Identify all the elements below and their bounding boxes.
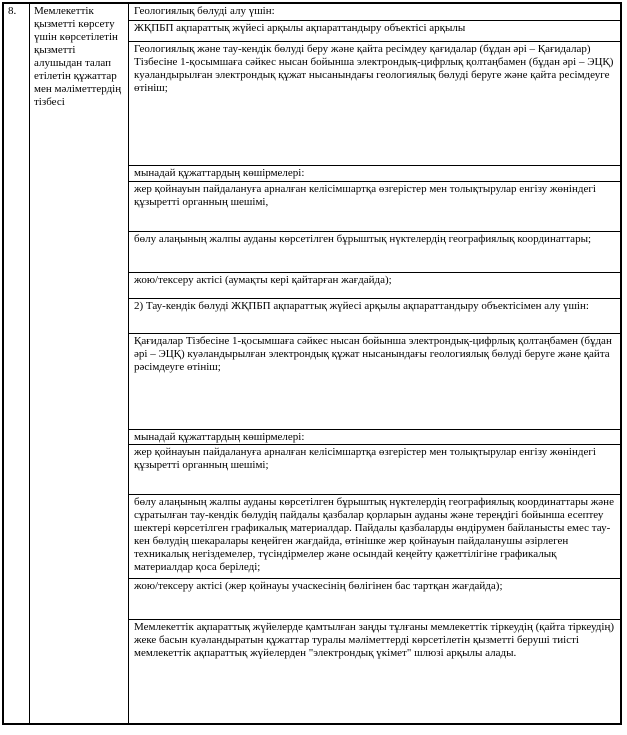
row-number: 8. [8, 5, 17, 17]
document-table [2, 2, 622, 725]
content-cell-mining-allotment-header: 2) Тау-кендік бөлуді ЖҚПБП ақпараттық жүйесі арқылы ақпараттандыру объектісімен алу үшін: [129, 299, 620, 334]
content-cell-application-mining: Қағидалар Тізбесіне 1-қосымшаға сәйкес нысан бойынша электрондық-цифрлық қолтаңбамен (бұдан әрі – ЭЦҚ) куәландырылған электрондық құжат нысанындағы геологиялық бөлуді беруге және қайта рәсімдеуге өтініш; [129, 334, 620, 430]
content-cell-authority-decision-2: жер қойнауын пайдалануға арналған келісімшартқа өзгерістер мен толықтырулар енгізу жөніндегі құзыретті органның шешімі; [129, 445, 620, 495]
content-cell-coordinates-1: бөлу алаңының жалпы ауданы көрсетілген бұрыштық нүктелердің географиялық координаттары; [129, 232, 620, 273]
content-cell-application-geological: Геологиялық және тау-кендік бөлуді беру және қайта ресімдеу қағидалар (бұдан әрі – Қағидалар) Тізбесіне 1-қосымшаға сәйкес нысан бойынша электрондық-цифрлық қолтаңбамен (бұдан әрі – ЭЦҚ) куәландырылған электрондық құжат нысанындағы геологиялық бөлуді беруге және қайта ресімдеуге өтініш; [129, 42, 620, 166]
content-cell-geological-allotment-header: Геологиялық бөлуді алу үшін: [129, 4, 620, 21]
row-number-cell [4, 4, 30, 723]
row-label-cell [30, 4, 129, 723]
content-column [129, 4, 620, 723]
content-cell-authority-decision-1: жер қойнауын пайдалануға арналған келісімшартқа өзгерістер мен толықтырулар енгізу жөніндегі құзыретті органның шешімі, [129, 182, 620, 232]
content-cell-liquidation-act-1: жою/тексеру актісі (аумақты кері қайтарған жағдайда); [129, 273, 620, 299]
row-label: Мемлекеттік қызметті көрсету үшін көрсетілетін қызметті алушыдан талап етілетін құжаттар мен мәліметтердің тізбесі [34, 5, 122, 108]
content-cell-egov-gateway-note: Мемлекеттік ақпараттық жүйелерде қамтылған заңды тұлғаны мемлекеттік тіркеудің (қайта тіркеудің) жеке басын куәландыратын құжаттар туралы мәліметтерді көрсетілетін қызметті беруші тиісті мемлекеттік ақпараттық жүйелерден "электрондық үкімет" шлюзі арқылы алады. [134, 621, 614, 659]
content-cell-copies-header-1: мынадай құжаттардың көшірмелері: [129, 166, 620, 182]
content-cell-liquidation-act-2: жою/тексеру актісі (жер қойнауы учаскесінің бөлігінен бас тартқан жағдайда); [129, 579, 620, 620]
content-cell-graphic-materials: бөлу алаңының жалпы ауданы көрсетілген бұрыштық нүктелердің географиялық координаттары және сұратылған тау-кендік бөлудің пайдалы қазбалар қорларын ауданы және тереңдігі бойынша есептеу шектері көрсетілген графикалық материалдар. Пайдалы қазбаларды өндірумен байланысты емес тау-кен бөлудің шекаралары кеңейген жағдайда, өтінішке жер қойнауын пайдаланушы әзірлеген техникалық негіздемелер, түсіндірмелер және осындай кеңейту қажеттілігіне графикалық материалдар қоса беріледі; [129, 495, 620, 579]
content-cell-info-system-note: ЖҚПБП ақпараттық жүйесі арқылы ақпараттандыру объектісі арқылы [129, 21, 620, 42]
content-cell-copies-header-2: мынадай құжаттардың көшірмелері: [129, 430, 620, 445]
